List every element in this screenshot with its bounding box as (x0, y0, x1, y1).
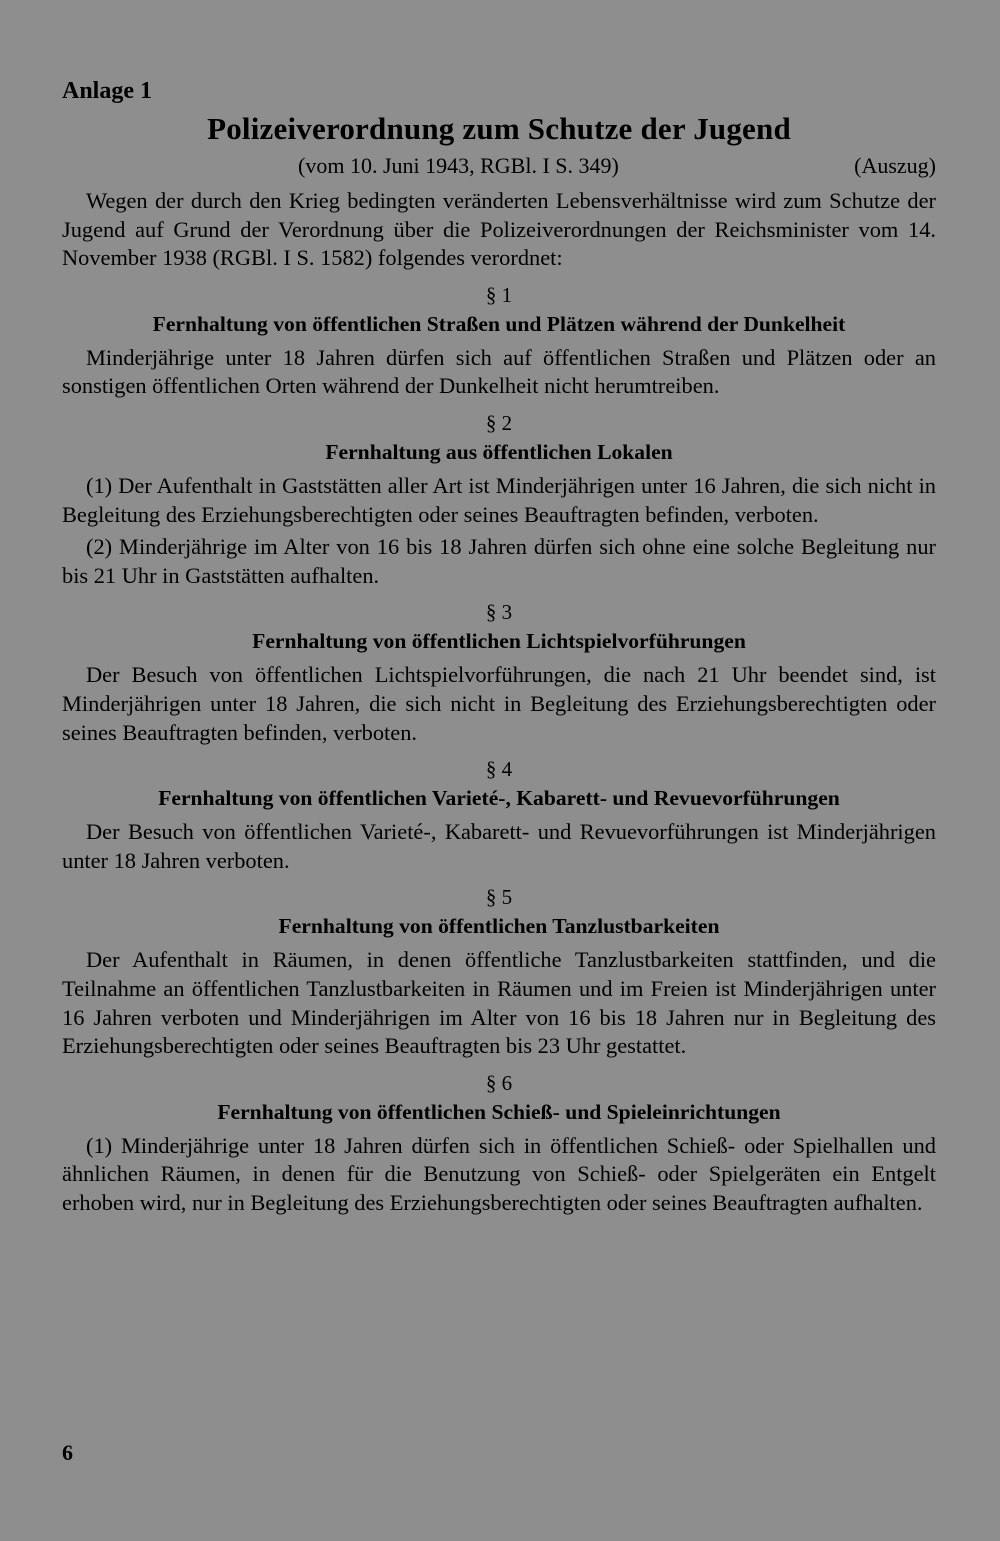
section-paragraph: (1) Minderjährige unter 18 Jahren dürfen sich in öffentlichen Schieß- oder Spielhallen und ähnlichen Räumen, in denen für die Benutzung von Schieß- oder Spielgeräten ein Entgelt erhoben wird, nur in Begleitung des Erziehungsberechtigten oder seines Beauftragten aufhalten. (62, 1132, 936, 1215)
section-paragraph: Der Besuch von öffentlichen Varieté-, Kabarett- und Revuevorführungen ist Minderjährigen unter 18 Jahren verboten. (62, 819, 936, 873)
preamble: Wegen der durch den Krieg bedingten veränderten Lebensverhältnisse wird zum Schutze der Jugend auf Grund der Verordnung über die Polizeiverordnungen der Reichsminister vom 14. November 1938 (RGBl. I S. 1582) folgendes verordnet: (62, 188, 936, 271)
section-number: § 3 (485, 600, 513, 625)
section-number: § 4 (485, 757, 513, 782)
section-heading: Fernhaltung von öffentlichen Schieß- und Spieleinrichtungen (217, 1099, 781, 1124)
source-citation: (vom 10. Juni 1943, RGBl. I S. 349) (298, 153, 619, 178)
section-number: § 1 (485, 282, 513, 307)
section-number: § 5 (485, 885, 513, 910)
section-paragraph: (2) Minderjährige im Alter von 16 bis 18 Jahren dürfen sich ohne eine solche Begleitung nur bis 21 Uhr in Gaststätten aufhalten. (62, 534, 936, 588)
section-heading: Fernhaltung von öffentlichen Lichtspielvorführungen (252, 629, 746, 654)
section-number: § 6 (485, 1070, 513, 1095)
annex-label: Anlage 1 (62, 78, 152, 104)
section-paragraph: Der Aufenthalt in Räumen, in denen öffentliche Tanzlustbarkeiten stattfinden, und die Teilnahme an öffentlichen Tanzlustbarkeiten in Räumen und im Freien ist Minderjährigen unter 16 Jahren verboten und Minderjährigen im Alter von 16 bis 18 Jahren nur in Begleitung des Erziehungsberechtigten oder seines Beauftragten bis 23 Uhr gestattet. (62, 947, 936, 1059)
section-paragraph: (1) Der Aufenthalt in Gaststätten aller Art ist Minderjährigen unter 16 Jahren, die sich nicht in Begleitung des Erziehungsberechtigten oder seines Beauftragten befinden, verboten. (62, 472, 936, 527)
document-title: Polizeiverordnung zum Schutze der Jugend (207, 111, 791, 146)
section-heading: Fernhaltung von öffentlichen Varieté-, Kabarett- und Revuevorführungen (158, 786, 840, 811)
section-heading: Fernhaltung von öffentlichen Straßen und Plätzen während der Dunkelheit (152, 311, 846, 336)
source-line (62, 153, 936, 187)
section-heading: Fernhaltung aus öffentlichen Lokalen (325, 439, 673, 464)
section-paragraph: Minderjährige unter 18 Jahren dürfen sich auf öffentlichen Straßen und Plätzen oder an sonstigen öffentlichen Orten während der Dunkelheit nicht herumtreiben. (62, 344, 936, 399)
section-number: § 2 (485, 410, 513, 435)
section-paragraph: Der Besuch von öffentlichen Lichtspielvorführungen, die nach 21 Uhr beendet sind, ist Minderjährigen unter 18 Jahren, die sich nicht in Begleitung des Erziehungsberechtigten oder seines Beauftragten befinden, verboten. (62, 662, 936, 745)
extract-note: (Auszug) (854, 153, 936, 178)
section-heading: Fernhaltung von öffentlichen Tanzlustbarkeiten (278, 914, 720, 939)
page-number: 6 (62, 1440, 73, 1465)
